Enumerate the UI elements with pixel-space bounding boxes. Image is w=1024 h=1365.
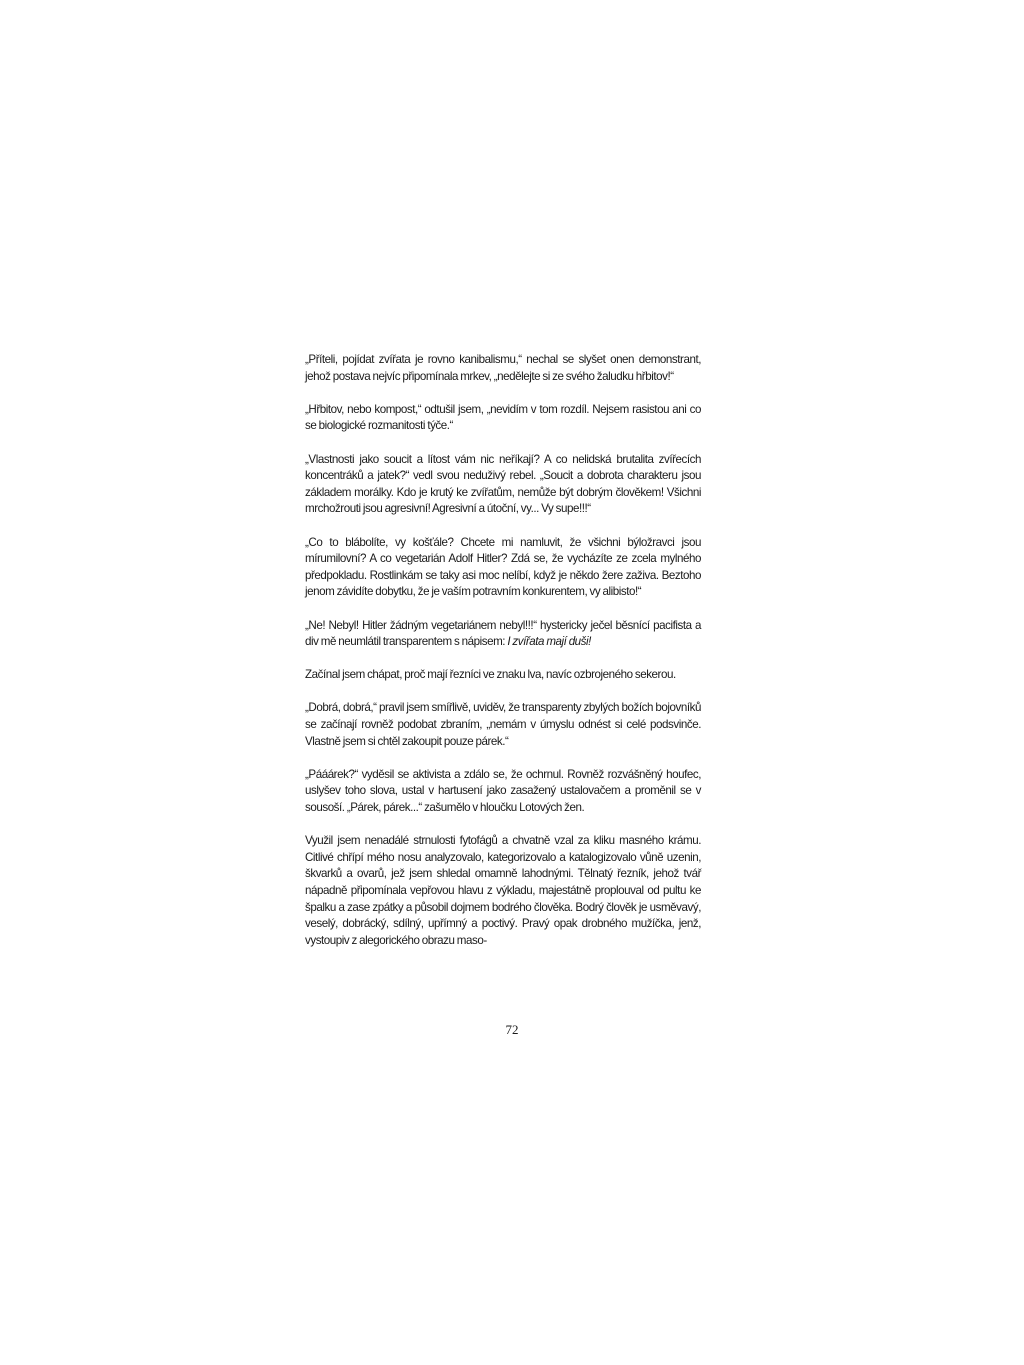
paragraph-1: „Příteli, pojídat zvířata je rovno kanibalismu,“ nechal se slyšet onen demonstrant, jehož postava nejvíc připomínala mrkev, „nedělejte si ze svého žaludku hřbitov!“ — [305, 353, 701, 383]
paragraph-9: Využil jsem nenadálé strnulosti fytofágů a chvatně vzal za kliku masného krámu. Citlivé chřípí mého nosu analyzovalo, kategorizovalo a katalogizovalo vůně uzenin, škvarků a ovarů, jež jsem shledal omamně lahodnými. Tělnatý řezník, jehož tvář nápadně připomínala vepřovou hlavu z výkladu, majestátně proplouval od pultu ke špalku a zase zpátky a působil dojmem bodrého člověka. Bodrý člověk je usměvavý, veselý, dobrácký, sdílný, upřímný a poctivý. Pravý opak drobného mužíčka, jenž, vystoupiv z alegorického obrazu maso- — [305, 834, 701, 947]
banner-slogan: I zvířata mají duši! — [507, 635, 591, 649]
paragraph-5-text: „Ne! Nebyl! Hitler žádným vegetariánem nebyl!!!“ hystericky ječel běsnící pacifista a div mě neumlátil transparentem s nápisem: — [305, 618, 701, 649]
body-text — [305, 352, 701, 949]
paragraph-7: „Dobrá, dobrá,“ pravil jsem smířlivě, uviděv, že transparenty zbylých božích bojovníků se začínají rovněž podobat zbraním, „nemám v úmyslu odnést si celé podsvinče. Vlastně jsem si chtěl zakoupit pouze párek.“ — [305, 701, 701, 748]
paragraph-3: „Vlastnosti jako soucit a lítost vám nic neříkají? A co nelidská brutalita zvířecích koncentráků a jatek?“ vedl svou neduživý rebel. „Soucit a dobrota charakteru jsou základem morálky. Kdo je krutý ke zvířatům, nemůže být dobrým člověkem! Všichni mrchožrouti jsou agresivní! Agresivní a útoční, vy... Vy supe!!!“ — [305, 452, 701, 516]
paragraph-8: „Pááárek?“ vyděsil se aktivista a zdálo se, že ochrnul. Rovněž rozvášněný houfec, uslyšev toho slova, ustal v hartusení jako zasažený ustalovačem a proměnil se v sousoší. „Párek, párek...“ zašumělo v hloučku Lotových žen. — [305, 767, 701, 815]
paragraph-2: „Hřbitov, nebo kompost,“ odtušil jsem, „nevidím v tom rozdíl. Nejsem rasistou ani co se biologické rozmanitosti týče.“ — [305, 402, 701, 433]
paragraph-4: „Co to blábolíte, vy košťále? Chcete mi namluvit, že všichni býložravci jsou mírumilovní? A co vegetarián Adolf Hitler? Zdá se, že vycházíte ze zcela mylného předpokladu. Rostlinkám se taky asi moc nelíbí, když je někdo žere zaživa. Beztoho jenom závidíte dobytku, že je vaším potravním konkurentem, vy alibisto!“ — [305, 535, 701, 599]
page-number: 72 — [505, 1022, 519, 1037]
paragraph-5 — [305, 618, 701, 651]
paragraph-6: Začínal jsem chápat, proč mají řezníci ve znaku lva, navíc ozbrojeného sekerou. — [305, 668, 676, 682]
